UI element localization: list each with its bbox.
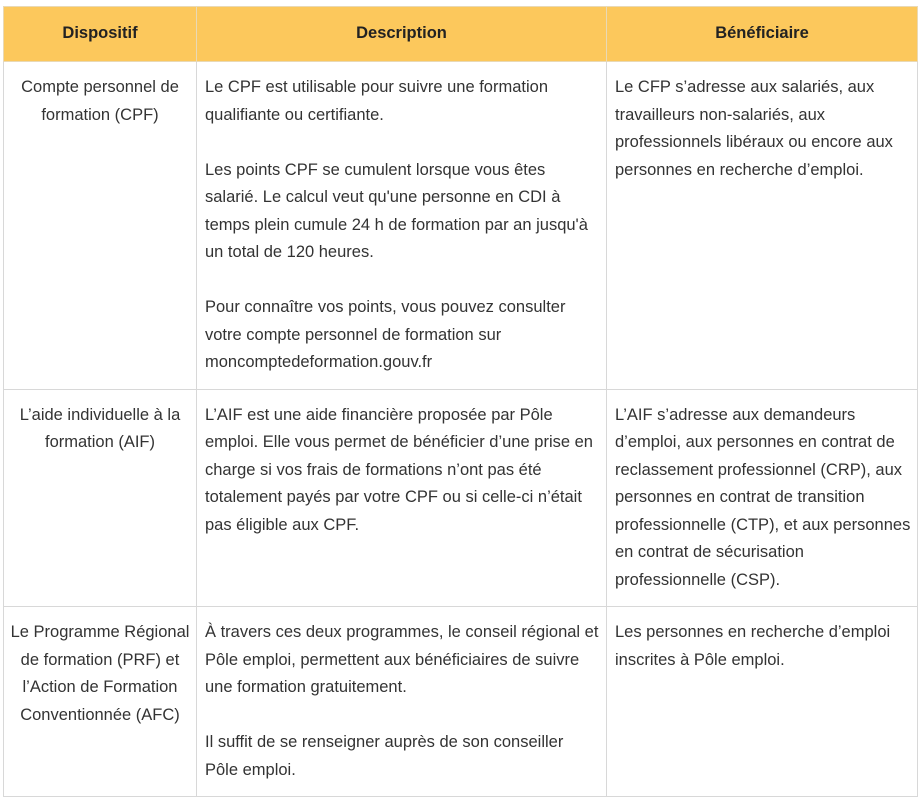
header-row [4, 7, 918, 62]
description-cell [197, 62, 607, 390]
header-description: Description [197, 7, 607, 62]
description-cell [197, 389, 607, 607]
description-paragraph: Les points CPF se cumulent lorsque vous êtes salarié. Le calcul veut qu'une personne en CDI à temps plein cumule 24 h de formation par an jusqu'à un total de 120 heures. [205, 160, 588, 261]
beneficiaire-cell: L’AIF s’adresse aux demandeurs d’emploi, aux personnes en contrat de reclassement professionnel (CRP), aux personnes en contrat de transition professionnelle (CTP), et aux personnes en contrat de sécurisation professionnelle (CSP). [607, 389, 918, 607]
table-row [4, 62, 918, 390]
dispositif-cell: L’aide individuelle à la formation (AIF) [4, 389, 197, 607]
header-beneficiaire: Bénéficiaire [607, 7, 918, 62]
description-paragraph: Pour connaître vos points, vous pouvez consulter votre compte personnel de formation sur moncomptedeformation.gouv.fr [205, 298, 566, 371]
header-dispositif: Dispositif [4, 7, 197, 62]
description-paragraph: Il suffit de se renseigner auprès de son conseiller Pôle emploi. [205, 733, 564, 779]
description-paragraph: L’AIF est une aide financière proposée par Pôle emploi. Elle vous permet de bénéficier d’une prise en charge si vos frais de formations n’ont pas été totalement payés par votre CPF ou si celle-ci n’était pas éligible aux CPF. [205, 405, 593, 534]
table-row [4, 389, 918, 607]
description-cell [197, 607, 607, 797]
beneficiaire-cell: Les personnes en recherche d’emploi inscrites à Pôle emploi. [607, 607, 918, 797]
dispositif-cell: Le Programme Régional de formation (PRF) et l’Action de Formation Conventionnée (AFC) [4, 607, 197, 797]
table-body [4, 62, 918, 797]
dispositif-cell: Compte personnel de formation (CPF) [4, 62, 197, 390]
table-row [4, 607, 918, 797]
description-paragraph: Le CPF est utilisable pour suivre une formation qualifiante ou certifiante. [205, 78, 549, 124]
table-header [4, 7, 918, 62]
beneficiaire-cell: Le CFP s’adresse aux salariés, aux travailleurs non-salariés, aux professionnels libéraux ou encore aux personnes en recherche d’emploi. [607, 62, 918, 390]
dispositifs-table [3, 6, 918, 797]
description-paragraph: À travers ces deux programmes, le conseil régional et Pôle emploi, permettent aux bénéficiaires de suivre une formation gratuitement. [205, 623, 599, 696]
